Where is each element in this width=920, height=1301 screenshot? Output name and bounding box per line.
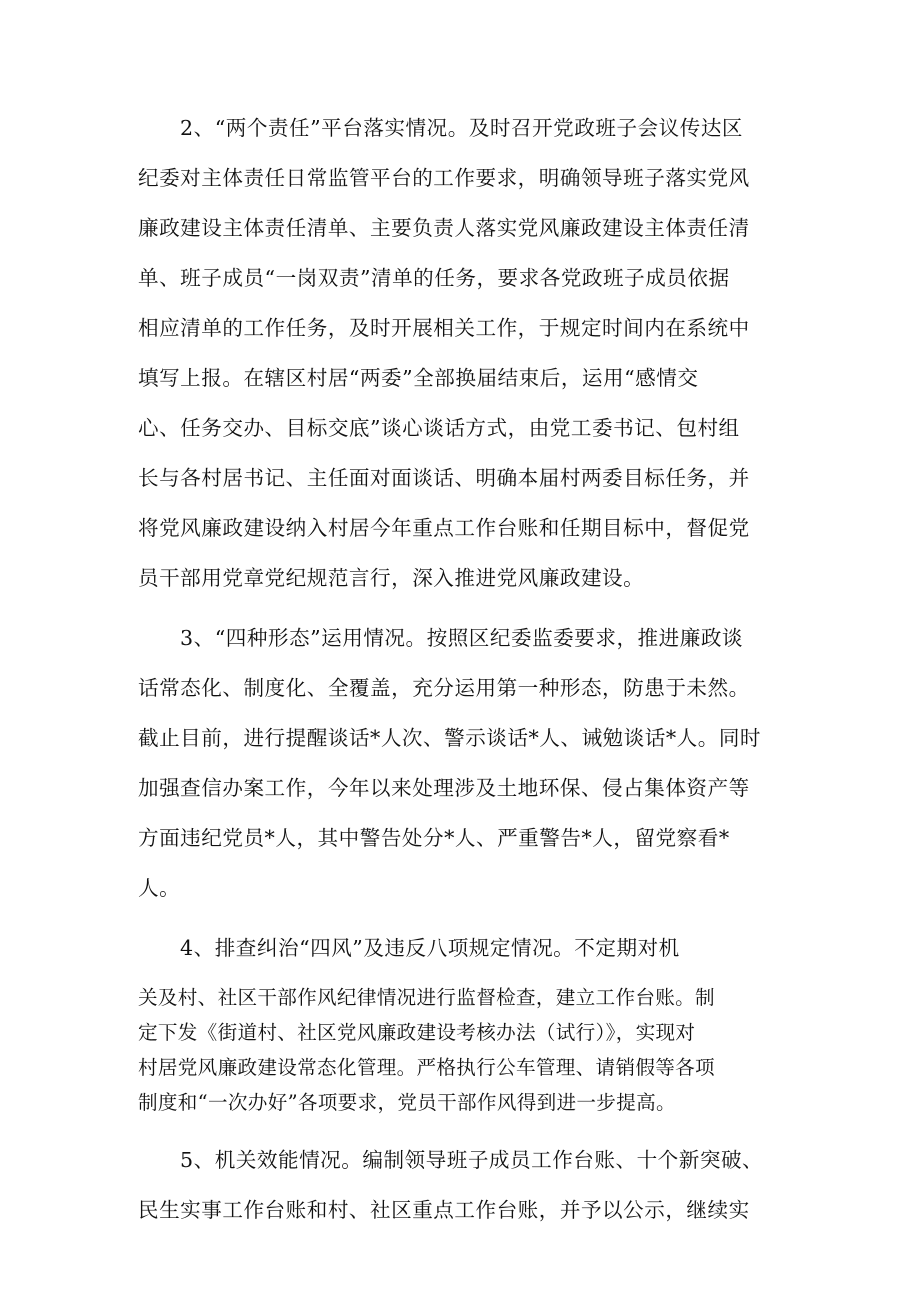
text-line: 3、“四种形态”运用情况。按照区纪委监委要求，推进廉政谈: [180, 626, 743, 650]
text-line: 村居党风廉政建设常态化管理。严格执行公车管理、请销假等各项: [138, 1056, 715, 1079]
text-line: 话常态化、制度化、全覆盖，充分运用第一种形态，防患于未然。: [138, 676, 750, 700]
text-line: 民生实事工作台账和村、社区重点工作台账，并予以公示，继续实: [138, 1198, 750, 1222]
text-line: 人。: [138, 876, 181, 900]
text-line: 方面违纪党员*人，其中警告处分*人、严重警告*人，留党察看*: [138, 826, 730, 850]
text-line: 单、班子成员“一岗双责”清单的任务，要求各党政班子成员依据: [138, 266, 730, 290]
text-line: 员干部用党章党纪规范言行，深入推进党风廉政建设。: [138, 566, 645, 590]
text-line: 截止目前，进行提醒谈话*人次、警示谈话*人、诫勉谈话*人。同时: [138, 726, 762, 750]
text-line: 填写上报。在辖区村居“两委”全部换届结束后，运用“感情交: [138, 366, 699, 390]
text-line: 制度和“一次办好”各项要求，党员干部作风得到进一步提高。: [138, 1091, 676, 1114]
text-line: 纪委对主体责任日常监管平台的工作要求，明确领导班子落实党风: [138, 166, 750, 190]
text-line: 定下发《街道村、社区党风廉政建设考核办法（试行）》，实现对: [138, 1021, 696, 1044]
text-line: 5、机关效能情况。编制领导班子成员工作台账、十个新突破、: [180, 1148, 764, 1172]
text-line: 心、任务交办、目标交底”谈心谈话方式，由党工委书记、包村组: [138, 416, 740, 440]
text-line: 长与各村居书记、主任面对面谈话、明确本届村两委目标任务，并: [138, 466, 750, 490]
text-line: 4、排查纠治“四风”及违反八项规定情况。不定期对机: [180, 936, 680, 960]
text-line: 廉政建设主体责任清单、主要负责人落实党风廉政建设主体责任清: [138, 216, 750, 240]
text-line: 关及村、社区干部作风纪律情况进行监督检查，建立工作台账。制: [138, 986, 715, 1009]
text-line: 相应清单的工作任务，及时开展相关工作，于规定时间内在系统中: [138, 316, 750, 340]
text-line: 将党风廉政建设纳入村居今年重点工作台账和任期目标中，督促党: [138, 516, 750, 540]
text-line: 2、“两个责任”平台落实情况。及时召开党政班子会议传达区: [180, 116, 743, 140]
text-line: 加强查信办案工作，今年以来处理涉及土地环保、侵占集体资产等: [138, 776, 750, 800]
